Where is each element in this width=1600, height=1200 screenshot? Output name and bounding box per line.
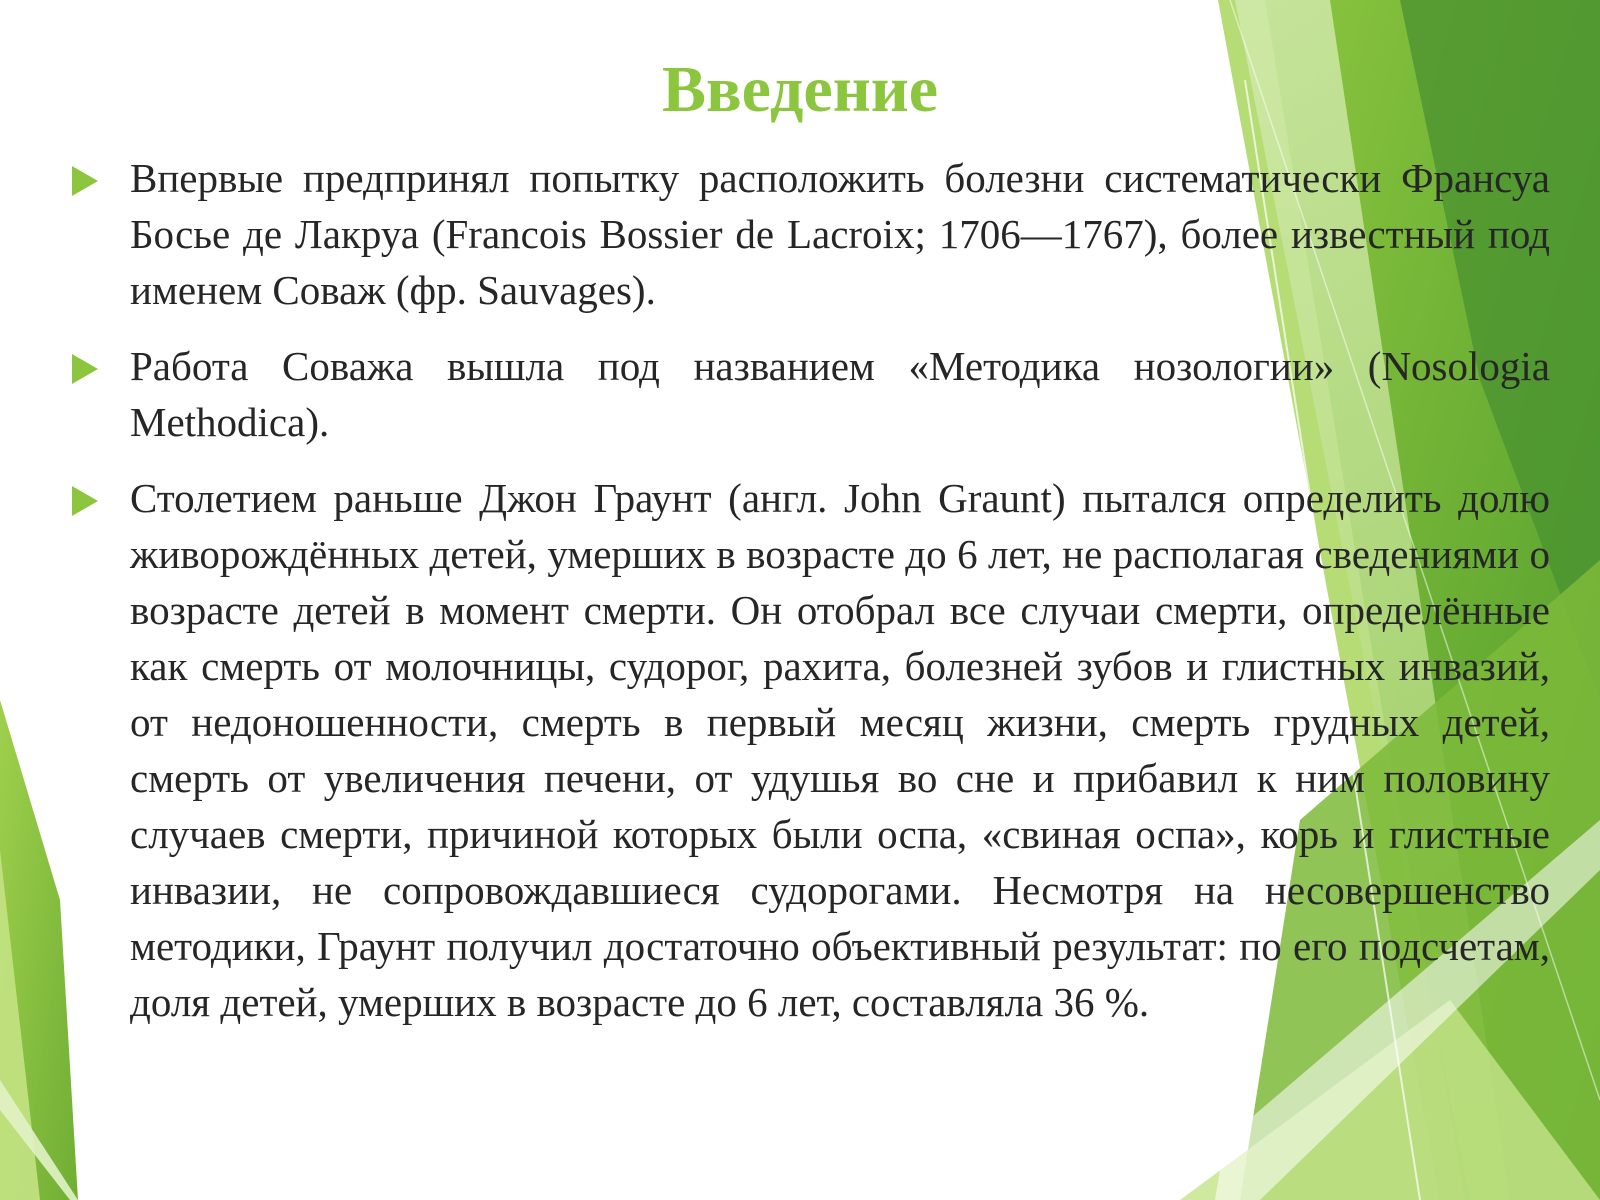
bullet-text: Впервые предпринял попытку расположить болезни систематически Франсуа Босье де Лакруа (Francois Bossier de Lacroix; 1706—1767), более известный под именем Соваж (фр. Sauvages).: [130, 155, 1550, 313]
bullet-item: [70, 150, 1550, 318]
slide-title: Введение: [661, 53, 939, 126]
bullet-text: Столетием раньше Джон Граунт (англ. John Graunt) пытался определить долю живорождённых детей, умерших в возрасте до 6 лет, не располагая сведениями о возрасте детей в момент смерти. Он отобрал все случаи смерти, определённые как смерть от молочницы, судорог, рахита, болезней зубов и глистных инвазий, от недоношенности, смерть в первый месяц жизни, смерть грудных детей, смерть от увеличения печени, от удушья во сне и прибавил к ним половину случаев смерти, причиной которых были оспа, «свиная оспа», корь и глистные инвазии, не сопровождавшиеся судорогами. Несмотря на несовершенство методики, Граунт получил достаточно объективный результат: по его подсчетам, доля детей, умерших в возрасте до 6 лет, составляла 36 %.: [130, 475, 1550, 1025]
bullet-text: Работа Соважа вышла под названием «Методика нозологии» (Nosologia Methodica).: [130, 343, 1550, 445]
bullet-item: [70, 338, 1550, 450]
bullet-item: [70, 470, 1550, 1030]
bullet-list: [70, 150, 1550, 1050]
triangle-bullet-icon: [72, 486, 98, 516]
triangle-bullet-icon: [72, 354, 98, 384]
triangle-bullet-icon: [72, 166, 98, 196]
